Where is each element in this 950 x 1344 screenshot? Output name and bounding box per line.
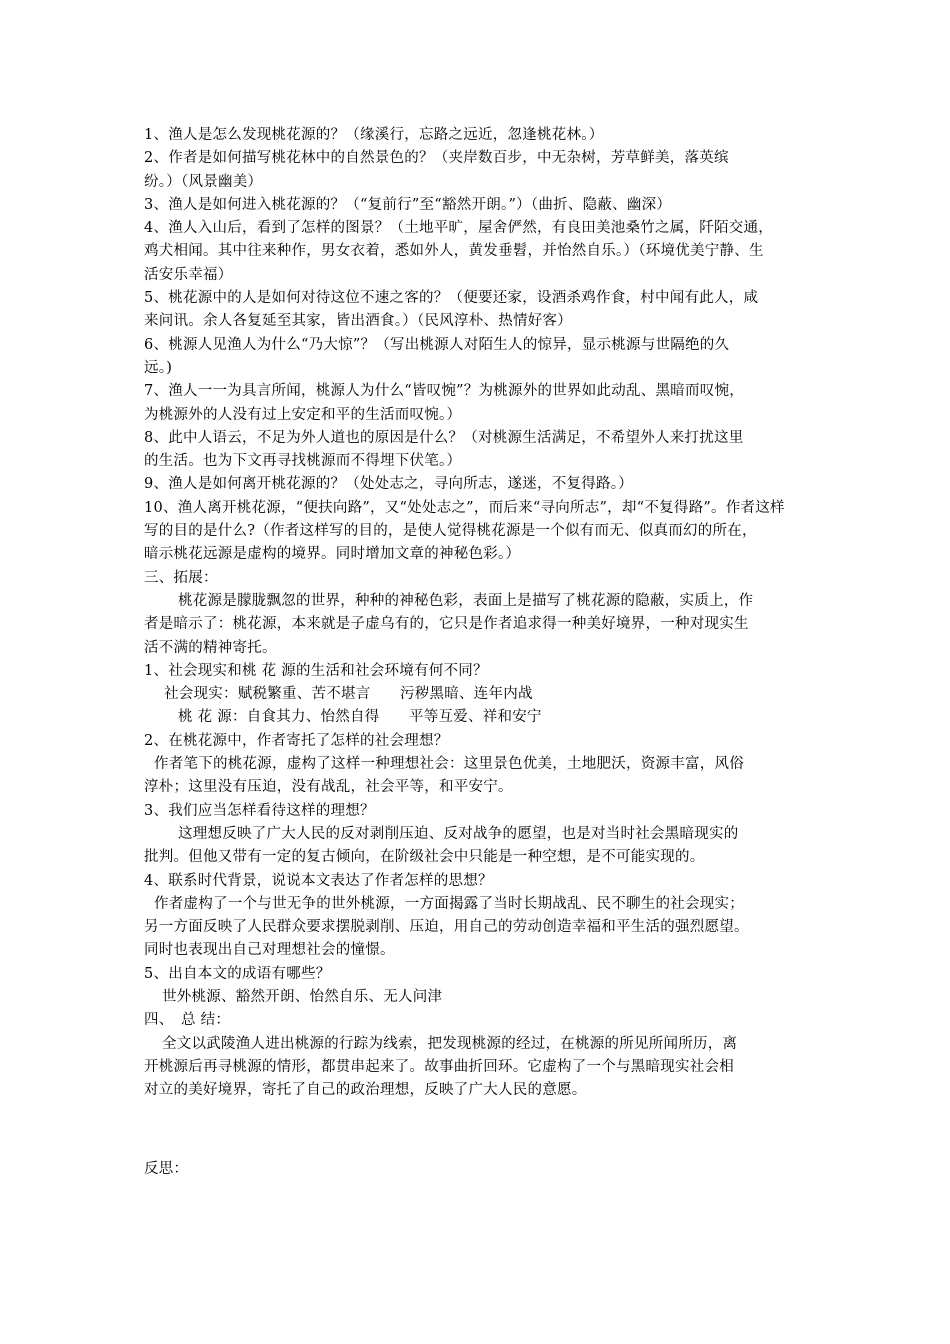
text-line: 3、我们应当怎样看待这样的理想？ [144,802,375,819]
text-line: 鸡犬相闻。其中往来种作，男女衣着，悉如外人，黄发垂髫，并怡然自乐。）（环境优美宁静、生 [144,243,764,260]
text-line: 8、此中人语云，不足为外人道也的原因是什么？（对桃源生活满足，不希望外人来打扰这里 [144,429,744,446]
text-line: 反思： [144,1160,189,1177]
text-line: 同时也表现出自己对理想社会的憧憬。 [144,942,395,959]
text-line: 纷。）（风景幽美） [144,173,263,190]
text-line: 3、渔人是如何进入桃花源的？（“复前行”至“豁然开朗。”）（曲折、隐蔽、幽深） [144,196,672,213]
blank-line [144,1118,820,1141]
text-line: 者是暗示了：桃花源，本来就是子虚乌有的，它只是作者追求得一种美好境界，一种对现实生 [144,616,749,633]
text-line: 10、渔人离开桃花源，“便扶向路”，又“处处志之”，而后来“寻向所志”，却“不复得路”。作者这样 [144,499,785,516]
text-line: 作者虚构了一个与世无争的世外桃源，一方面揭露了当时长期战乱、民不聊生的社会现实； [154,895,744,912]
text-line: 社会现实：赋税繁重、苦不堪言 污秽黑暗、连年内战 [164,686,533,703]
text-line: 世外桃源、豁然开朗、怡然自乐、无人问津 [162,988,443,1005]
text-line: 7、渔人一一为具言所闻，桃源人为什么“皆叹惋”？为桃源外的世界如此动乱、黑暗而叹惋， [144,383,745,400]
text-line: 四、 总 结： [144,1012,231,1029]
text-line: 淳朴；这里没有压迫，没有战乱，社会平等，和平安宁。 [144,779,513,796]
text-line: 活不满的精神寄托。 [144,639,277,656]
text-line: 5、出自本文的成语有哪些？ [144,965,331,982]
text-line: 1、渔人是怎么发现桃花源的？（缘溪行，忘路之远近，忽逢桃花林。） [144,127,604,143]
text-line: 三、拓展： [144,569,218,586]
text-line: 的生活。也为下文再寻找桃源而不得埋下伏笔。） [144,453,462,470]
text-line: 桃花源是朦胧飘忽的世界，种种的神秘色彩，表面上是描写了桃花源的隐蔽，实质上，作 [178,592,754,609]
text-line: 9、渔人是如何离开桃花源的？（处处志之，寻向所志，遂迷，不复得路。） [144,476,633,493]
document-body [144,124,820,1181]
text-line: 开桃源后再寻桃源的情形，都贯串起来了。故事曲折回环。它虚构了一个与黑暗现实社会相 [144,1058,734,1075]
text-line: 活安乐幸福） [144,266,233,283]
text-line: 另一方面反映了人民群众要求摆脱剥削、压迫，用自己的劳动创造幸福和平生活的强烈愿望。 [144,919,749,936]
text-line: 批判。但他又带有一定的复古倾向，在阶级社会中只能是一种空想，是不可能实现的。 [144,849,705,866]
text-line: 全文以武陵渔人进出桃源的行踪为线索，把发现桃源的经过，在桃源的所见所闻所历，离 [162,1035,738,1052]
text-line: 5、桃花源中的人是如何对待这位不速之客的？（便要还家，设酒杀鸡作食，村中闻有此人，咸 [144,290,759,307]
text-line: 2、在桃花源中，作者寄托了怎样的社会理想？ [144,732,449,749]
text-line: 暗示桃花远源是虚构的境界。同时增加文章的神秘色彩。） [144,546,521,563]
text-line: 4、渔人入山后，看到了怎样的图景？（土地平旷，屋舍俨然，有良田美池桑竹之属，阡陌交通， [144,220,773,237]
text-line: 作者笔下的桃花源，虚构了这样一种理想社会：这里景色优美，土地肥沃，资源丰富，风俗 [154,756,744,773]
text-line: 对立的美好境界，寄托了自己的政治理想，反映了广大人民的意愿。 [144,1082,587,1099]
text-line: 远。) [144,359,173,376]
text-line: 为桃源外的人没有过上安定和平的生活而叹惋。） [144,406,462,423]
text-line: 桃 花 源：自食其力、怡然自得 平等互爱、祥和安宁 [178,709,542,726]
text-line: 4、联系时代背景，说说本文表达了作者怎样的思想？ [144,872,493,889]
text-line: 6、桃源人见渔人为什么“乃大惊”？（写出桃源人对陌生人的惊异，显示桃源与世隔绝的久 [144,336,730,353]
text-line: 写的目的是什么?（作者这样写的目的，是使人觉得桃花源是一个似有而无、似真而幻的所在， [144,523,757,540]
text-line: 2、作者是如何描写桃花林中的自然景色的？（夹岸数百步，中无杂树，芳草鲜美，落英缤 [144,150,729,167]
text-line: 1、社会现实和桃 花 源的生活和社会环境有何不同？ [144,662,488,679]
text-line: 这理想反映了广大人民的反对剥削压迫、反对战争的愿望，也是对当时社会黑暗现实的 [178,825,739,842]
text-line: 来问讯。余人各复延至其家，皆出酒食。）（民风淳朴、热情好客） [144,313,572,330]
